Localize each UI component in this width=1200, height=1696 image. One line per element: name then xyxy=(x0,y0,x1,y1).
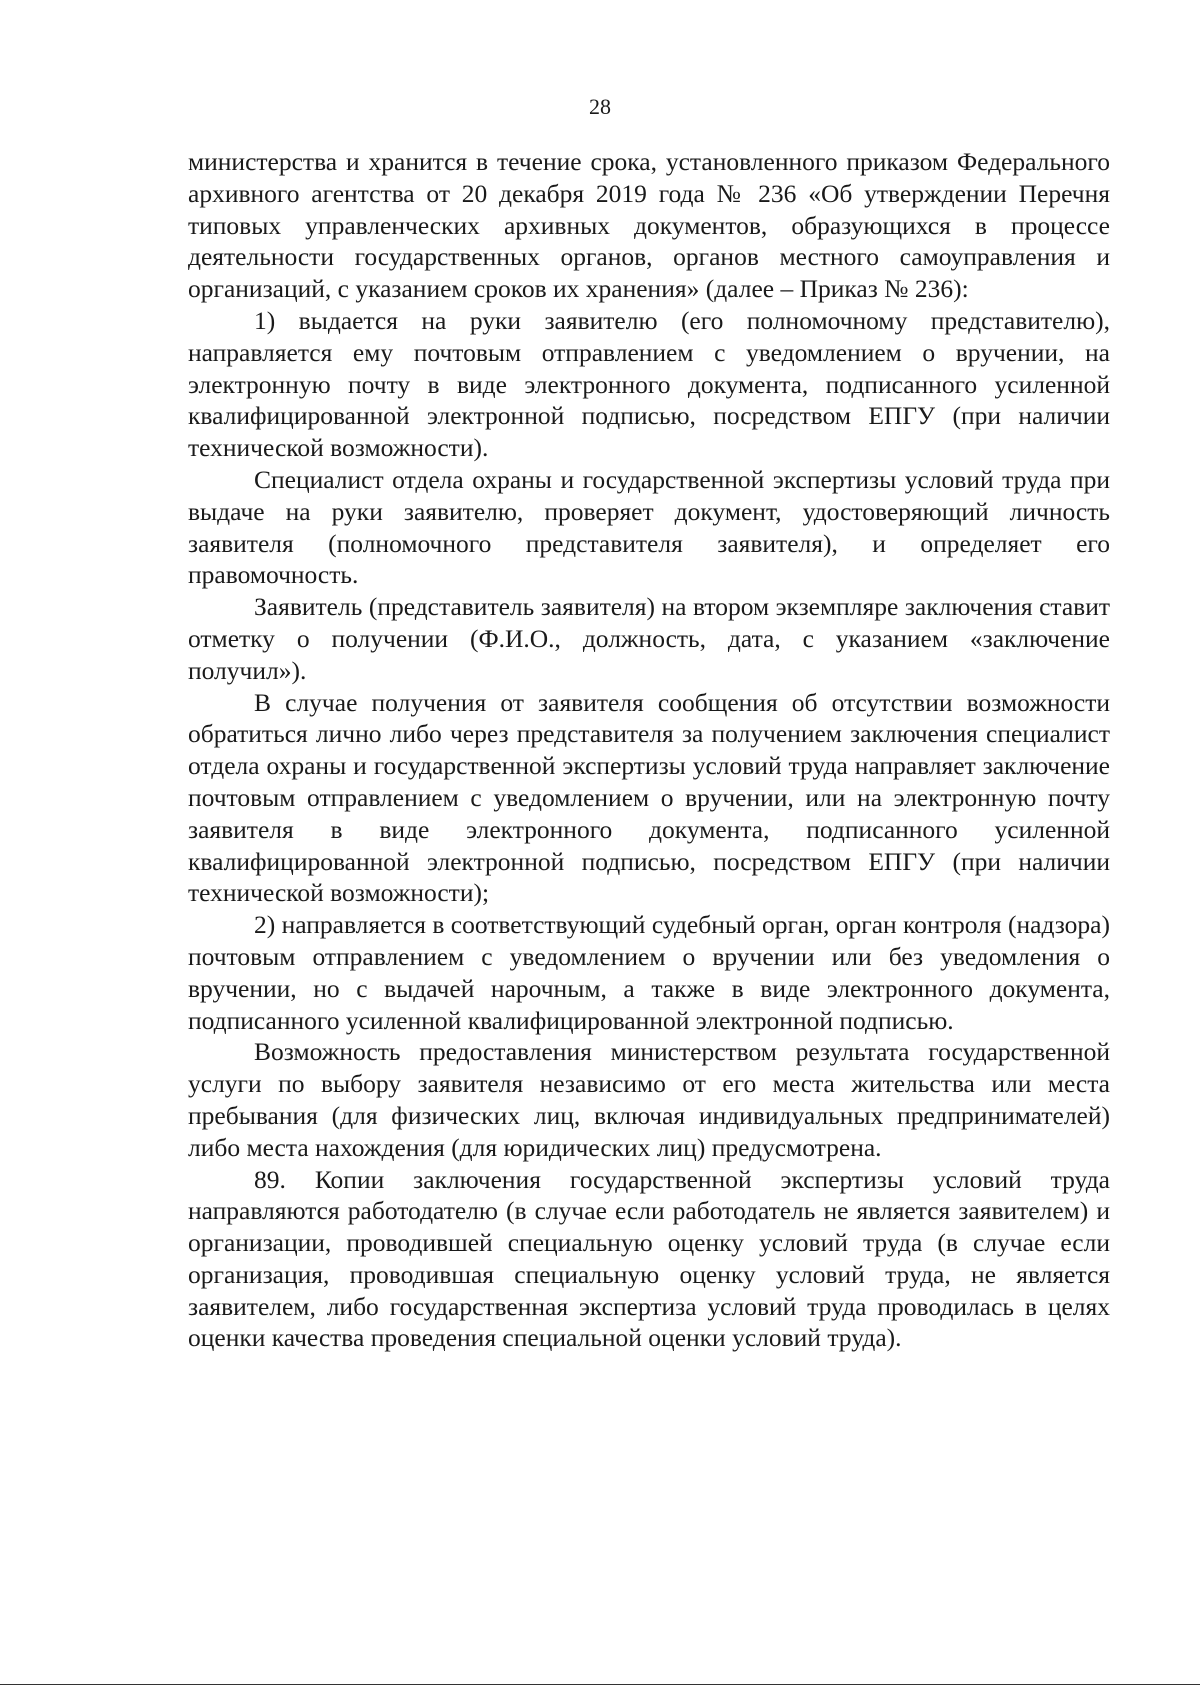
paragraph-item-1-delivery: 1) выдается на руки заявителю (его полномочному представителю), направляется ему почтовым отправлением с уведомлением о вручении, на электронную почту в виде электронного документа, подписанного усиленной квалифицированной электронной подписью, посредством ЕПГУ (при наличии технической возможности). xyxy=(188,305,1110,463)
paragraph-extraterritorial: Возможность предоставления министерством результата государственной услуги по выбору заявителя независимо от его места жительства или места пребывания (для физических лиц, включая индивидуальных предпринимателей) либо места нахождения (для юридических лиц) предусмотрена. xyxy=(188,1037,1110,1162)
paragraph-item-2-court: 2) направляется в соответствующий судебный орган, орган контроля (надзора) почтовым отправлением с уведомлением о вручении или без уведомления о вручении, но с выдачей нарочным, а также в виде электронного документа, подписанного усиленной квалифицированной электронной подписью. xyxy=(188,910,1110,1035)
paragraph-archive-storage: министерства и хранится в течение срока, установленного приказом Федерального архивного агентства от 20 декабря 2019 года № 236 «Об утверждении Перечня типовых управленческих архивных документов, образующихся в процессе деятельности государственных органов, органов местного самоуправления и организаций, с указанием сроков их хранения» (далее – Приказ № 236): xyxy=(188,147,1110,304)
document-body xyxy=(188,146,1110,1354)
paragraph-mail-delivery: В случае получения от заявителя сообщения об отсутствии возможности обратиться лично либо через представителя за получением заключения специалист отдела охраны и государственной экспертизы условий труда направляет заключение почтовым отправлением с уведомлением о вручении, или на электронную почту заявителя в виде электронного документа, подписанного усиленной квалифицированной электронной подписью, посредством ЕПГУ (при наличии технической возможности); xyxy=(188,687,1110,908)
bottom-divider xyxy=(0,1684,1200,1685)
paragraph-specialist-verification: Специалист отдела охраны и государственной экспертизы условий труда при выдаче на руки заявителю, проверяет документ, удостоверяющий личность заявителя (полномочного представителя заявителя), и определяет его правомочность. xyxy=(188,464,1110,590)
page-number: 28 xyxy=(589,94,611,119)
paragraph-receipt-mark: Заявитель (представитель заявителя) на втором экземпляре заключения ставит отметку о получении (Ф.И.О., должность, дата, с указанием «заключение получил»). xyxy=(188,592,1110,685)
paragraph-item-89-copies: 89. Копии заключения государственной экспертизы условий труда направляются работодателю (в случае если работодатель не является заявителем) и организации, проводившей специальную оценку условий труда (в случае если организация, проводившая специальную оценку условий труда, не является заявителем, либо государственная экспертиза условий труда проводилась в целях оценки качества проведения специальной оценки условий труда). xyxy=(188,1164,1110,1353)
